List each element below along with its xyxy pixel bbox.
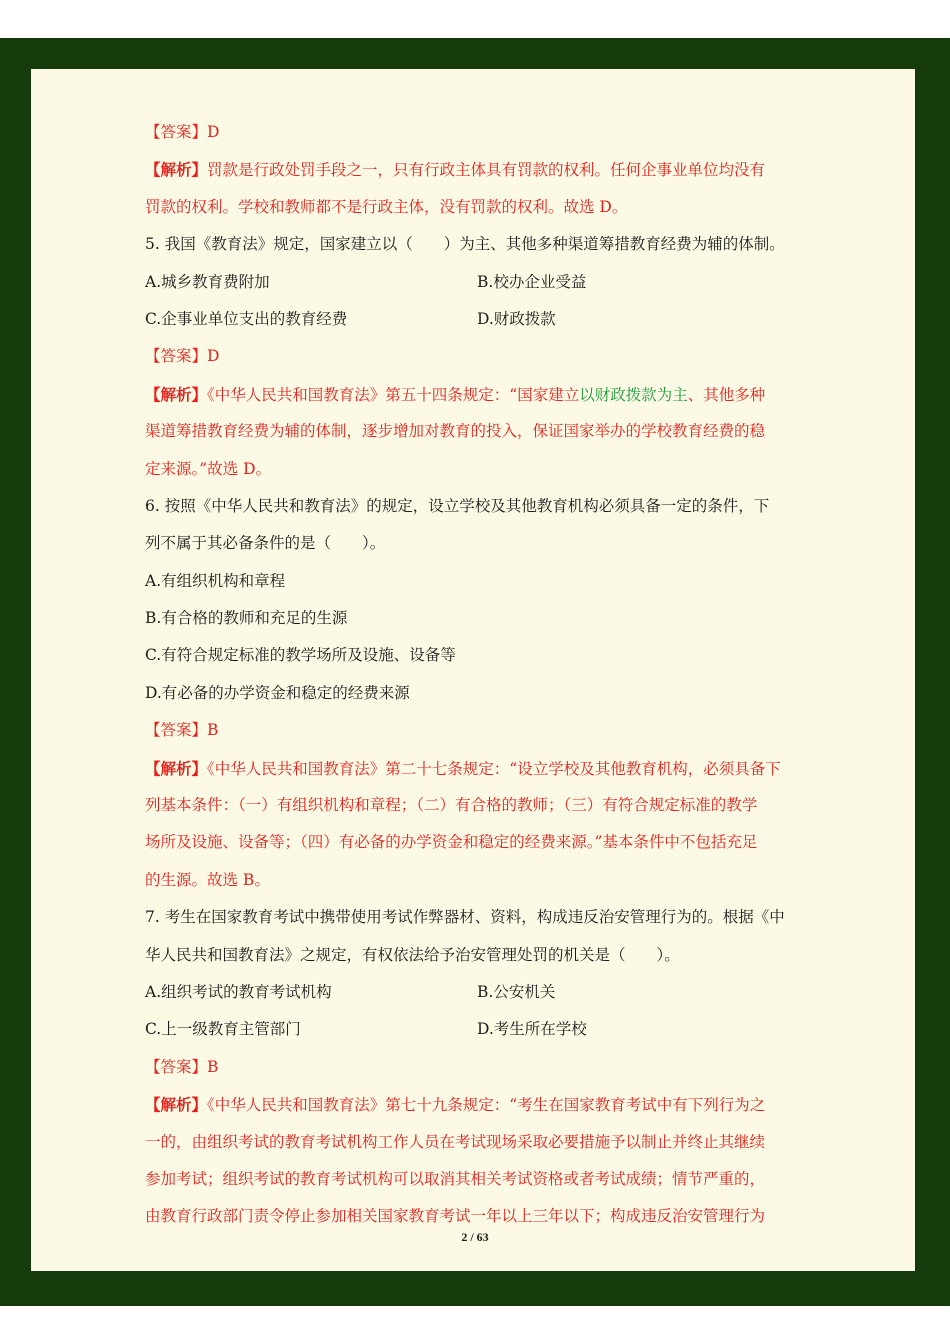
q6-option-b: B.有合格的教师和充足的生源: [145, 609, 348, 628]
q5-option-b: B.校办企业受益: [477, 272, 587, 291]
q6-analysis-line-3: 场所及设施、设备等；（四）有必备的办学资金和稳定的经费来源。”基本条件中不包括充足: [145, 833, 758, 852]
analysis-tag: 【解析】: [145, 1095, 208, 1115]
q7-question-line-2: 华人民共和国教育法》之规定，有权依法给予治安管理处罚的机关是（ ）。: [145, 945, 680, 964]
q5-options-row-1: [145, 264, 809, 301]
q5-analysis-line-2: 渠道筹措教育经费为辅的体制，逐步增加对教育的投入，保证国家举办的学校教育经费的稳: [145, 422, 766, 441]
q7-question-line-1: 7. 考生在国家教育考试中携带使用考试作弊器材、资料，构成违反治安管理行为的。根据《中: [145, 908, 785, 927]
q7-option-b: B.公安机关: [477, 982, 556, 1001]
q6-option-d: D.有必备的办学资金和稳定的经费来源: [145, 683, 410, 702]
q5-option-d: D.财政拨款: [477, 309, 556, 328]
page-number: 2 / 63: [461, 1230, 489, 1244]
analysis-tag: 【解析】: [145, 160, 208, 180]
q7-option-c: C.上一级教育主管部门: [145, 1020, 301, 1039]
q5-option-a: A.城乡教育费附加: [145, 272, 270, 291]
q7-option-a: A.组织考试的教育考试机构: [145, 982, 332, 1001]
q7-options-row-1: [145, 974, 809, 1011]
q4-answer: 【答案】D: [145, 123, 220, 141]
q5-option-c: C.企事业单位支出的教育经费: [145, 309, 348, 328]
q5-options-row-2: [145, 301, 809, 338]
q7-analysis-line-1: 【解析】《中华人民共和国教育法》第七十九条规定：“考生在国家教育考试中有下列行为之: [145, 1095, 766, 1115]
q7-option-d: D.考生所在学校: [477, 1020, 587, 1039]
q6-question-line-1: 6. 按照《中华人民共和教育法》的规定，设立学校及其他教育机构必须具备一定的条件，下: [145, 496, 770, 515]
q6-analysis-line-4: 的生源。故选 B。: [145, 870, 270, 889]
q4-analysis-line-1: 【解析】罚款是行政处罚手段之一，只有行政主体具有罚款的权利。任何企事业单位均没有: [145, 160, 766, 180]
q6-question-line-2: 列不属于其必备条件的是（ ）。: [145, 534, 386, 553]
analysis-tag: 【解析】: [145, 758, 208, 778]
q6-answer: 【答案】B: [145, 721, 219, 740]
q5-question: 5. 我国《教育法》规定，国家建立以（ ）为主、其他多种渠道筹措教育经费为辅的体制。: [145, 235, 785, 254]
highlighted-text: 以财政拨款为主: [579, 385, 688, 404]
q5-analysis-line-3: 定来源。”故选 D。: [145, 459, 272, 478]
q6-analysis-line-1: 【解析】《中华人民共和国教育法》第二十七条规定：“设立学校及其他教育机构，必须具备下: [145, 758, 781, 778]
q6-option-a: A.有组织机构和章程: [145, 571, 286, 590]
q7-options-row-2: [145, 1011, 809, 1048]
document-content: [145, 114, 809, 1236]
q7-answer: 【答案】B: [145, 1057, 219, 1076]
q6-option-c: C.有符合规定标准的教学场所及设施、设备等: [145, 646, 456, 665]
q6-analysis-line-2: 列基本条件：（一）有组织机构和章程；（二）有合格的教师；（三）有符合规定标准的教学: [145, 796, 758, 815]
q7-analysis-line-3: 参加考试；组织考试的教育考试机构可以取消其相关考试资格或者考试成绩；情节严重的，: [145, 1169, 766, 1188]
q4-analysis-line-2: 罚款的权利。学校和教师都不是行政主体，没有罚款的权利。故选 D。: [145, 197, 628, 216]
q5-answer: 【答案】D: [145, 347, 220, 366]
analysis-tag: 【解析】: [145, 384, 208, 404]
q5-analysis-line-1: 【解析】《中华人民共和国教育法》第五十四条规定：“国家建立以财政拨款为主、其他多种: [145, 384, 766, 404]
q7-analysis-line-4: 由教育行政部门责令停止参加相关国家教育考试一年以上三年以下；构成违反治安管理行为: [145, 1207, 766, 1226]
q7-analysis-line-2: 一的，由组织考试的教育考试机构工作人员在考试现场采取必要措施予以制止并终止其继续: [145, 1132, 766, 1151]
